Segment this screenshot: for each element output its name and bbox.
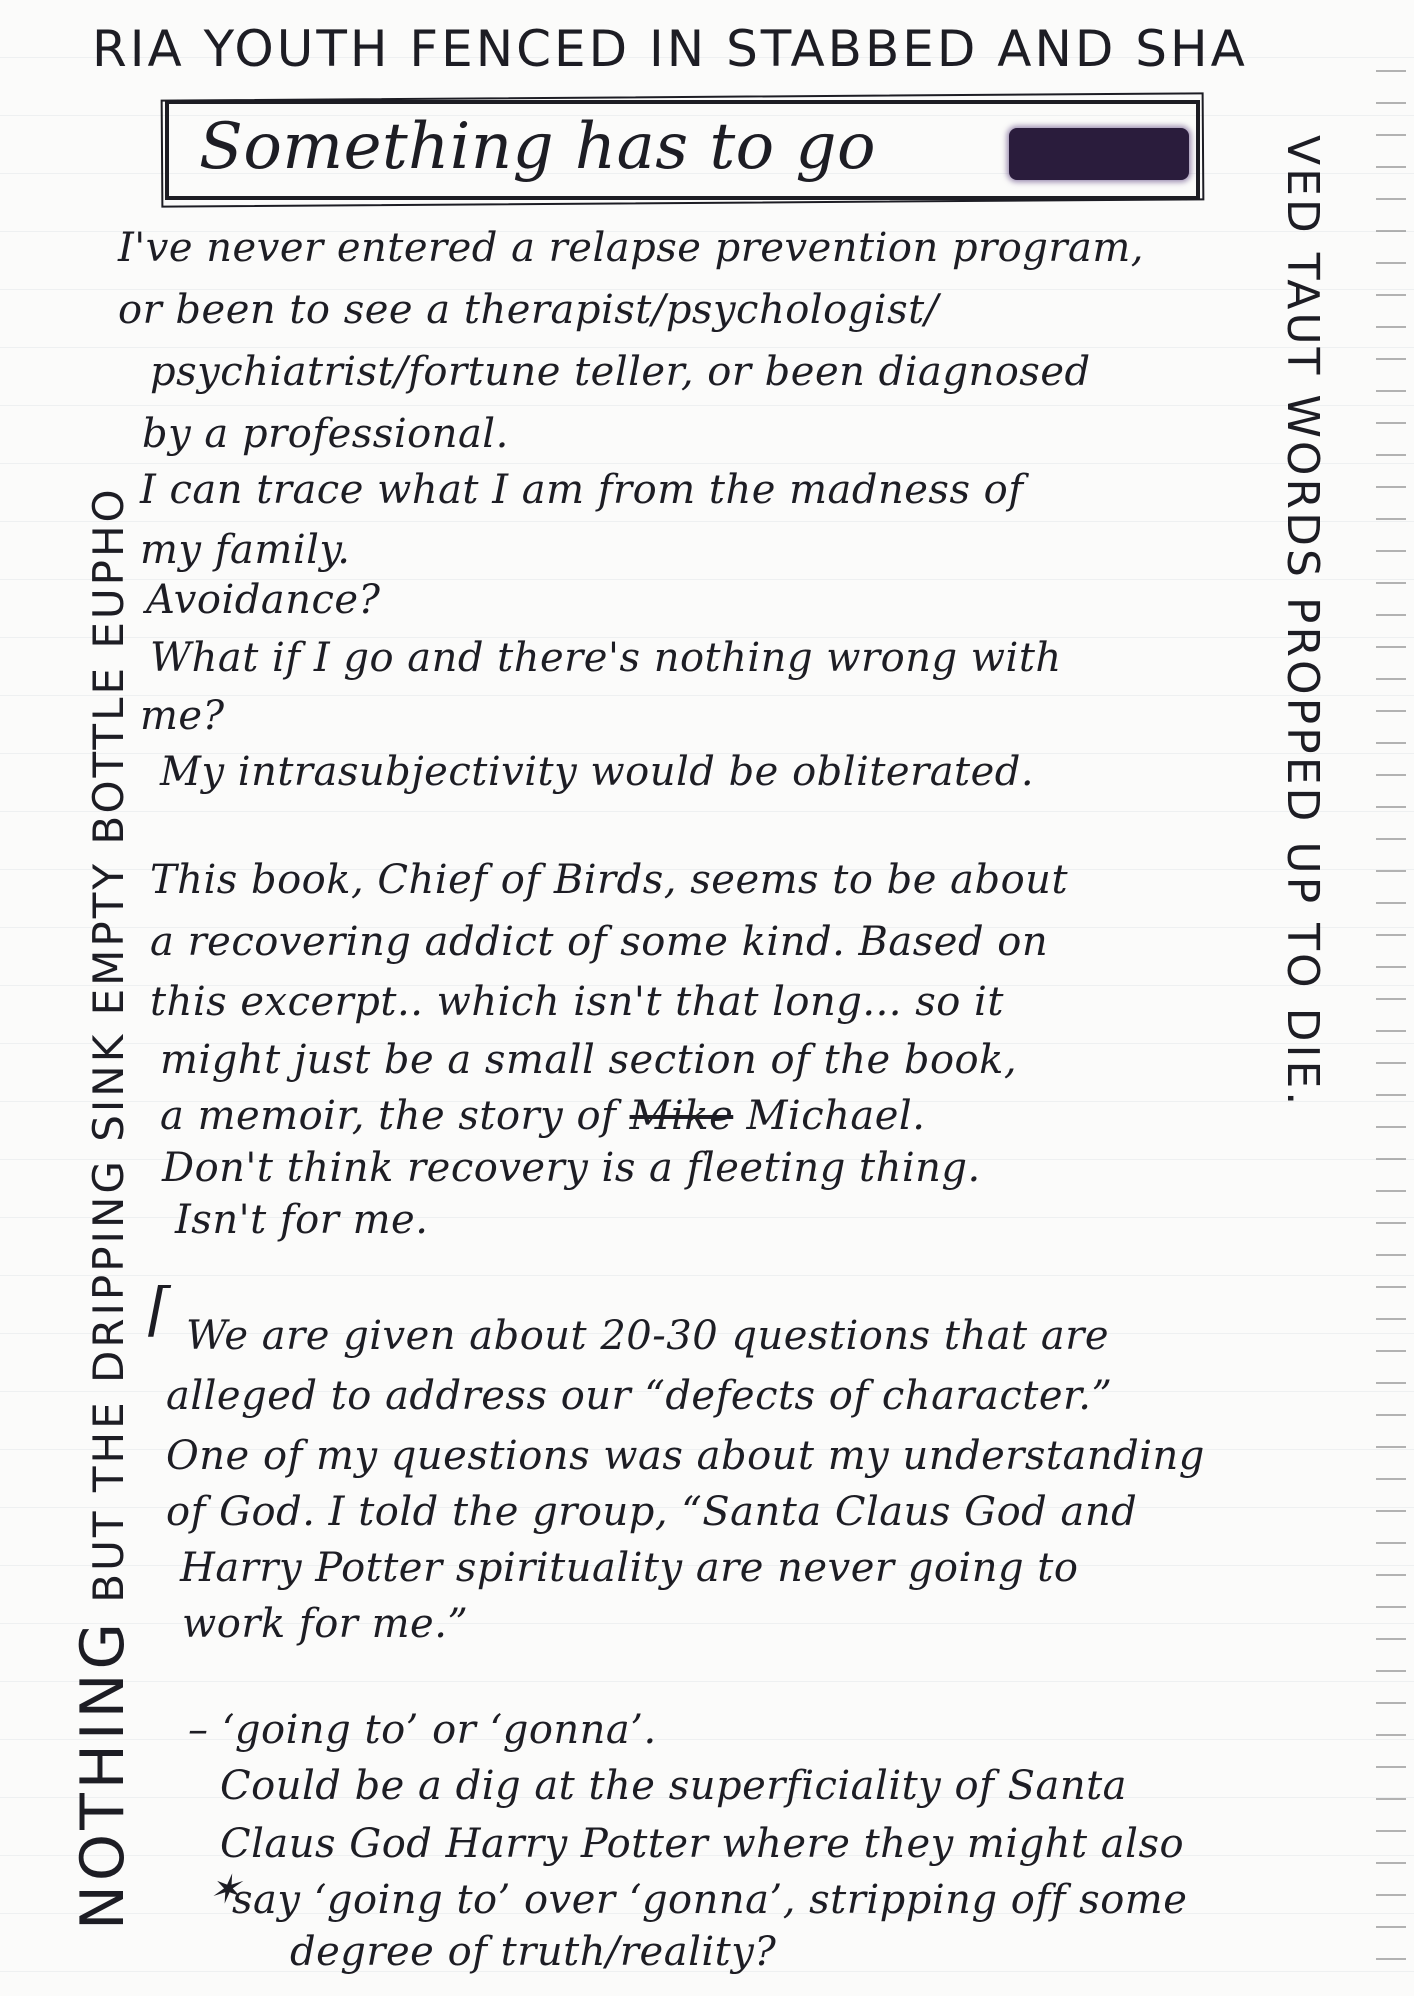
text-line: of God. I told the group, “Santa Claus God and xyxy=(166,1489,1138,1535)
text-line: Avoidance? xyxy=(146,577,381,623)
text-line: a recovering addict of some kind. Based on xyxy=(150,919,1049,965)
text-line: Isn't for me. xyxy=(175,1197,429,1243)
text-line: this excerpt.. which isn't that long... so it xyxy=(150,979,1004,1025)
text-line: Claus God Harry Potter where they might also xyxy=(220,1821,1185,1867)
text-line: might just be a small section of the book, xyxy=(160,1037,1018,1083)
open-bracket-mark: ⌈ xyxy=(148,1275,172,1343)
scribbled-out-word xyxy=(1009,128,1189,180)
text-line: me? xyxy=(140,693,225,739)
asterisk-mark: ✶ xyxy=(208,1867,243,1913)
text-line: My intrasubjectivity would be obliterated. xyxy=(160,749,1035,795)
crossed-out-word: Mike xyxy=(629,1093,734,1139)
text-line: We are given about 20-30 questions that are xyxy=(186,1313,1109,1359)
text-line: by a professional. xyxy=(142,411,509,457)
spiral-binding xyxy=(1376,40,1406,1970)
text-line: What if I go and there's nothing wrong with xyxy=(150,635,1062,681)
text-line: Could be a dig at the superficiality of Santa xyxy=(220,1763,1128,1809)
text-line xyxy=(160,1093,926,1139)
page-title: Something has to go xyxy=(199,110,877,184)
text-line: I've never entered a relapse prevention program, xyxy=(118,225,1145,271)
text-line: Don't think recovery is a fleeting thing. xyxy=(162,1145,981,1191)
border-text-top: RIA YOUTH FENCED IN STABBED AND SHA xyxy=(92,20,1248,78)
text-line: – ‘going to’ or ‘gonna’. xyxy=(188,1707,657,1753)
border-text-right: VED TAUT WORDS PROPPED UP TO DIE. xyxy=(1277,135,1328,1109)
text-line: or been to see a therapist/psychologist/ xyxy=(118,287,939,333)
title-box xyxy=(165,100,1200,200)
text-fragment: a memoir, the story of xyxy=(160,1093,617,1139)
text-line: say ‘going to’ over ‘gonna’, stripping off some xyxy=(232,1877,1188,1923)
text-line: One of my questions was about my understanding xyxy=(166,1433,1205,1479)
text-line: my family. xyxy=(140,527,351,573)
text-line: alleged to address our “defects of character.” xyxy=(166,1373,1113,1419)
border-text-left-rest: BUT THE DRIPPING SINK EMPTY BOTTLE EUPHO xyxy=(84,486,133,1620)
text-line: This book, Chief of Birds, seems to be about xyxy=(150,857,1069,903)
text-line: Harry Potter spirituality are never going to xyxy=(180,1545,1079,1591)
text-line: work for me.” xyxy=(182,1601,469,1647)
text-line: psychiatrist/fortune teller, or been diagnosed xyxy=(150,349,1091,395)
text-line: I can trace what I am from the madness of xyxy=(140,467,1024,513)
border-text-left-emphasis: NOTHING xyxy=(68,1619,138,1930)
text-fragment: Michael. xyxy=(746,1093,926,1139)
text-line: degree of truth/reality? xyxy=(290,1929,777,1975)
